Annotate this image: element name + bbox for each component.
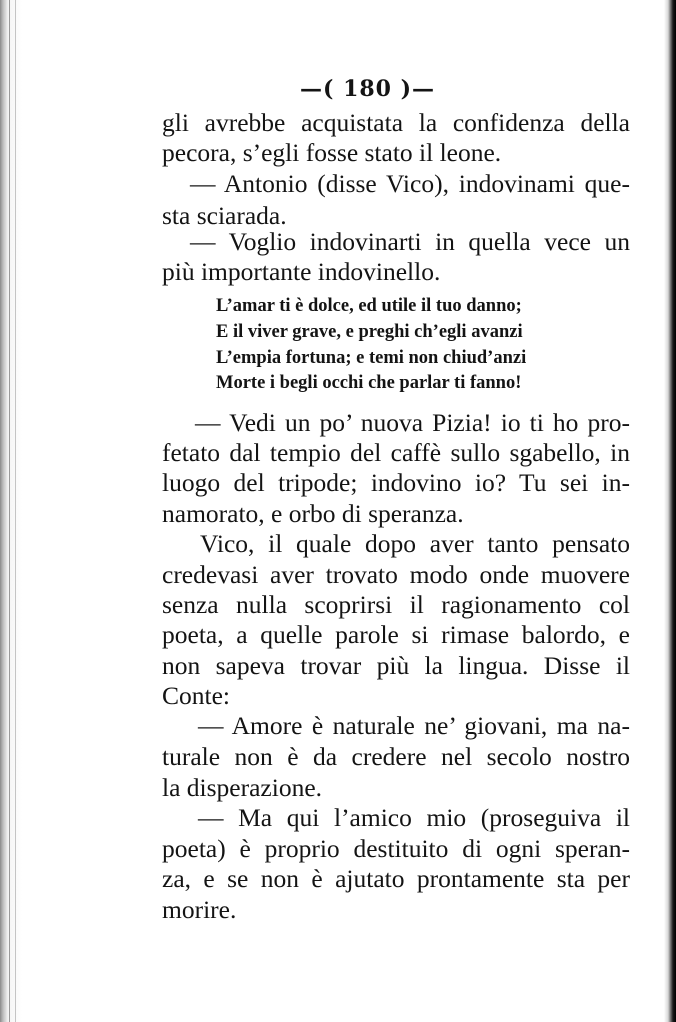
text-line: morire. bbox=[162, 895, 237, 924]
binding-gutter bbox=[0, 0, 22, 1022]
text-line: senza nulla scoprirsi il ragionamento col bbox=[162, 590, 630, 619]
text-line: — Voglio indovinarti in quella vece un bbox=[190, 227, 630, 256]
text-line: sta sciarada. bbox=[162, 201, 287, 230]
verse-line: L’amar ti è dolce, ed utile il tuo danno; bbox=[216, 296, 522, 316]
text-line: namorato, e orbo di speranza. bbox=[162, 499, 464, 528]
text-line: fetato dal tempio del caffè sullo sgabello, in bbox=[162, 438, 630, 467]
page-number: —( 180 )— bbox=[300, 76, 436, 102]
text-line: poeta) è proprio destituito di ogni speran- bbox=[162, 834, 630, 863]
text-line: credevasi aver trovato modo onde muovere bbox=[162, 560, 630, 589]
text-line: za, e se non è ajutato prontamente sta per bbox=[162, 864, 630, 893]
text-line: — Amore è naturale ne’ giovani, ma na- bbox=[198, 711, 630, 740]
text-line: luogo del tripode; indovino io? Tu sei in- bbox=[162, 468, 630, 497]
text-line: non sapeva trovar più la lingua. Disse il bbox=[162, 651, 630, 680]
gutter-line bbox=[9, 0, 10, 1022]
text-line: poeta, a quelle parole si rimase balordo, e bbox=[162, 620, 630, 649]
verse-line: Morte i begli occhi che parlar ti fanno! bbox=[216, 373, 522, 393]
verse-line: E il viver grave, e preghi ch’egli avanzi bbox=[216, 322, 523, 342]
text-line: pecora, s’egli fosse stato il leone. bbox=[162, 138, 502, 167]
gutter-line bbox=[15, 0, 16, 1022]
text-line: — Antonio (disse Vico), indovinami que- bbox=[190, 169, 630, 198]
text-line: Conte: bbox=[162, 681, 230, 710]
text-line: la disperazione. bbox=[162, 773, 323, 802]
text-line: Vico, il quale dopo aver tanto pensato bbox=[200, 529, 630, 558]
text-line: più importante indovinello. bbox=[162, 257, 441, 286]
text-line: gli avrebbe acquistata la confidenza della bbox=[162, 108, 630, 137]
text-line: — Vedi un po’ nuova Pizia! io ti ho pro- bbox=[195, 408, 630, 437]
text-line: — Ma qui l’amico mio (proseguiva il bbox=[198, 803, 630, 832]
verse-line: L’empia fortuna; e temi non chiud’anzi bbox=[216, 348, 527, 368]
page-edge bbox=[664, 0, 676, 1022]
text-line: turale non è da credere nel secolo nostro bbox=[162, 742, 630, 771]
